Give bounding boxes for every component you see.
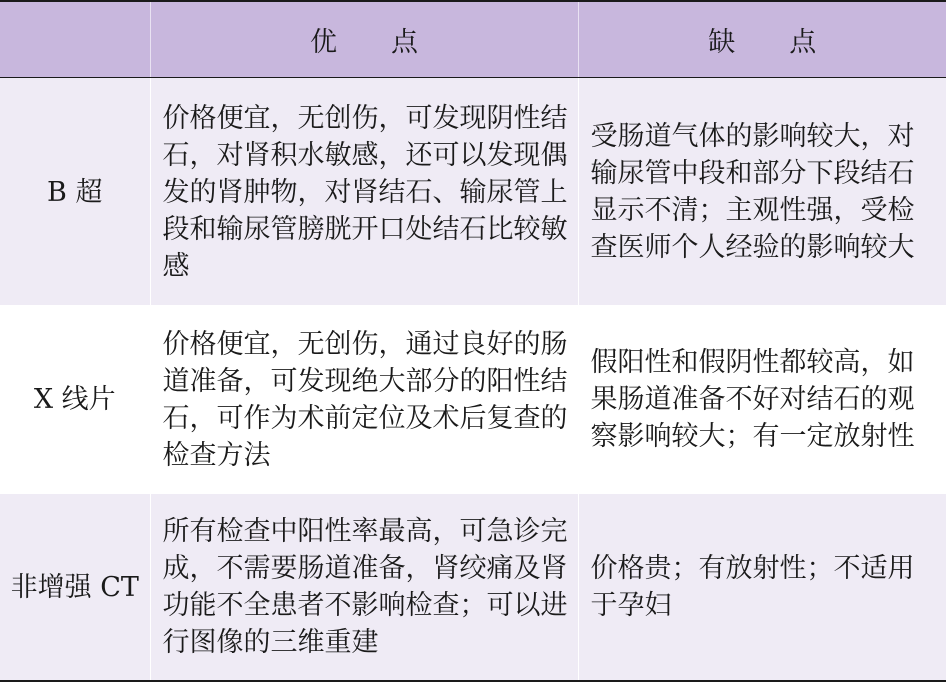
table-row bbox=[0, 305, 946, 494]
pros-cell: 价格便宜，无创伤，可发现阴性结石，对肾积水敏感，还可以发现偶发的肾肿物，对肾结石、输尿管上段和输尿管膀胱开口处结石比较敏感 bbox=[150, 77, 578, 305]
method-cell: 非增强 CT bbox=[0, 494, 150, 681]
header-pros: 优 点 bbox=[150, 1, 578, 77]
table-body bbox=[0, 77, 946, 681]
header-cons: 缺 点 bbox=[578, 1, 946, 77]
table-header bbox=[0, 1, 946, 77]
header-row bbox=[0, 1, 946, 77]
method-cell: B 超 bbox=[47, 176, 103, 208]
cons-cell: 假阳性和假阴性都较高，如果肠道准备不好对结石的观察影响较大；有一定放射性 bbox=[578, 305, 946, 494]
cons-cell: 价格贵；有放射性；不适用于孕妇 bbox=[578, 494, 946, 681]
table-row bbox=[0, 494, 946, 681]
table-row bbox=[0, 77, 946, 305]
pros-cell: 价格便宜，无创伤，通过良好的肠道准备，可发现绝大部分的阳性结石，可作为术前定位及术后复查的检查方法 bbox=[150, 305, 578, 494]
method-cell: X 线片 bbox=[33, 384, 116, 415]
cons-cell: 受肠道气体的影响较大，对输尿管中段和部分下段结石显示不清；主观性强，受检查医师个人经验的影响较大 bbox=[578, 77, 946, 305]
header-method bbox=[0, 1, 150, 77]
pros-cell: 所有检查中阳性率最高，可急诊完成，不需要肠道准备，肾绞痛及肾功能不全患者不影响检查；可以进行图像的三维重建 bbox=[150, 494, 578, 681]
